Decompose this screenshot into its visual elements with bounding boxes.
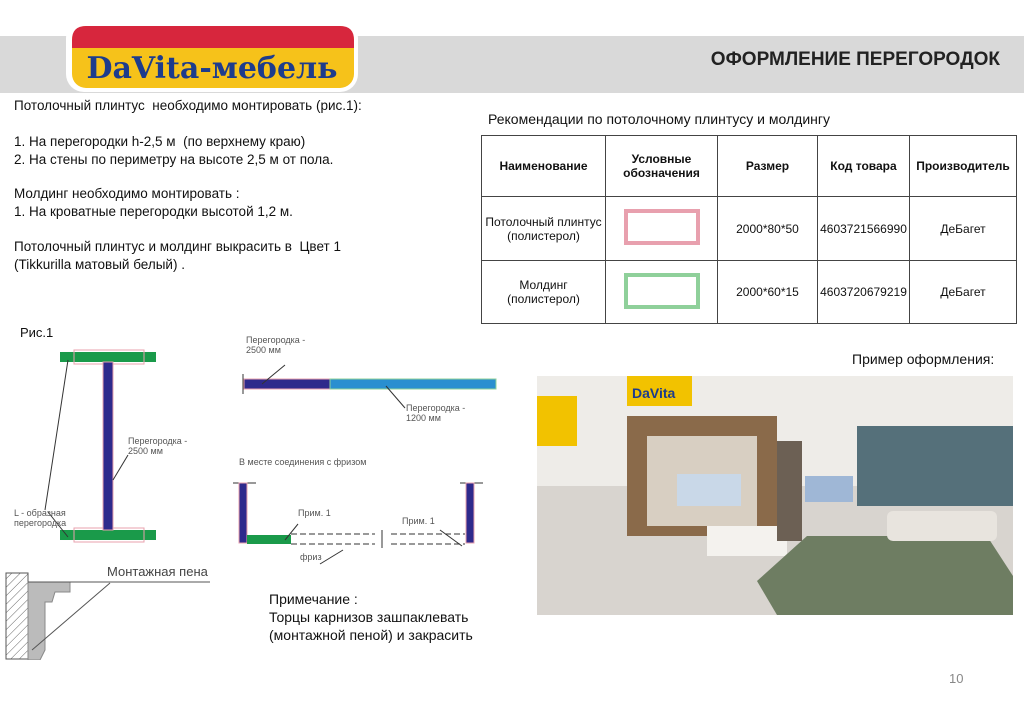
l-partition-label: L - образная перегородка xyxy=(14,508,67,528)
note-title: Примечание : xyxy=(269,591,358,607)
cell-name: Молдинг (полистерол) xyxy=(482,261,606,324)
figure-label: Рис.1 xyxy=(20,325,54,340)
pink-swatch xyxy=(624,209,700,245)
page-number: 10 xyxy=(949,671,964,686)
davita-logo xyxy=(64,18,360,94)
table-row xyxy=(482,197,1017,261)
cell-maker: ДеБагет xyxy=(910,261,1017,324)
example-label: Пример оформления: xyxy=(852,351,995,367)
cell-code: 4603720679219 xyxy=(818,261,910,324)
note-1-label: Прим. 1 xyxy=(298,508,331,518)
col-header: Производитель xyxy=(910,136,1017,197)
instruction-line: 2. На стены по периметру на высоте 2,5 м от пола. xyxy=(14,152,334,167)
note-line: (монтажной пеной) и закрасить xyxy=(269,627,473,643)
page-title: ОФОРМЛЕНИЕ ПЕРЕГОРОДОК xyxy=(710,49,1000,70)
photo-sign: DaVita xyxy=(632,385,676,401)
green-swatch xyxy=(624,273,700,309)
instruction-line: Молдинг необходимо монтировать : xyxy=(14,186,240,201)
note-line: Торцы карнизов зашпаклевать xyxy=(269,609,469,625)
instruction-line: Потолочный плинтус необходимо монтировать (рис.1): xyxy=(14,98,362,113)
partition-2500-label: Перегородка - 2500 мм xyxy=(246,335,306,355)
instruction-line: 1. На перегородки h-2,5 м (по верхнему краю) xyxy=(14,134,306,149)
cell-symbol xyxy=(606,261,718,324)
table-row xyxy=(482,261,1017,324)
frieze-label: фриз xyxy=(300,552,322,562)
joint-title: В месте соединения с фризом xyxy=(239,457,367,467)
foam-label: Монтажная пена xyxy=(107,564,208,579)
cell-size: 2000*60*15 xyxy=(718,261,818,324)
partition-1200-label: Перегородка - 1200 мм xyxy=(406,403,466,423)
col-header: Размер xyxy=(718,136,818,197)
instruction-line: Потолочный плинтус и молдинг выкрасить в Цвет 1 xyxy=(14,239,341,254)
instruction-line: (Tikkurilla матовый белый) . xyxy=(14,257,185,272)
partition-2500-label: Перегородка - 2500 мм xyxy=(128,436,188,456)
cell-code: 4603721566990 xyxy=(818,197,910,261)
cell-name: Потолочный плинтус (полистерол) xyxy=(482,197,606,261)
instruction-line: 1. На кроватные перегородки высотой 1,2 м. xyxy=(14,204,293,219)
col-header: Код товара xyxy=(818,136,910,197)
svg-text:DaVita-мебель: DaVita-мебель xyxy=(86,51,338,86)
col-header: Условные обозначения xyxy=(606,136,718,197)
cell-size: 2000*80*50 xyxy=(718,197,818,261)
table-title: Рекомендации по потолочному плинтусу и молдингу xyxy=(488,111,830,127)
note-1-label: Прим. 1 xyxy=(402,516,435,526)
col-header: Наименование xyxy=(482,136,606,197)
recommendations-table xyxy=(481,135,1017,324)
cell-maker: ДеБагет xyxy=(910,197,1017,261)
cell-symbol xyxy=(606,197,718,261)
showroom-photo xyxy=(537,376,1013,615)
